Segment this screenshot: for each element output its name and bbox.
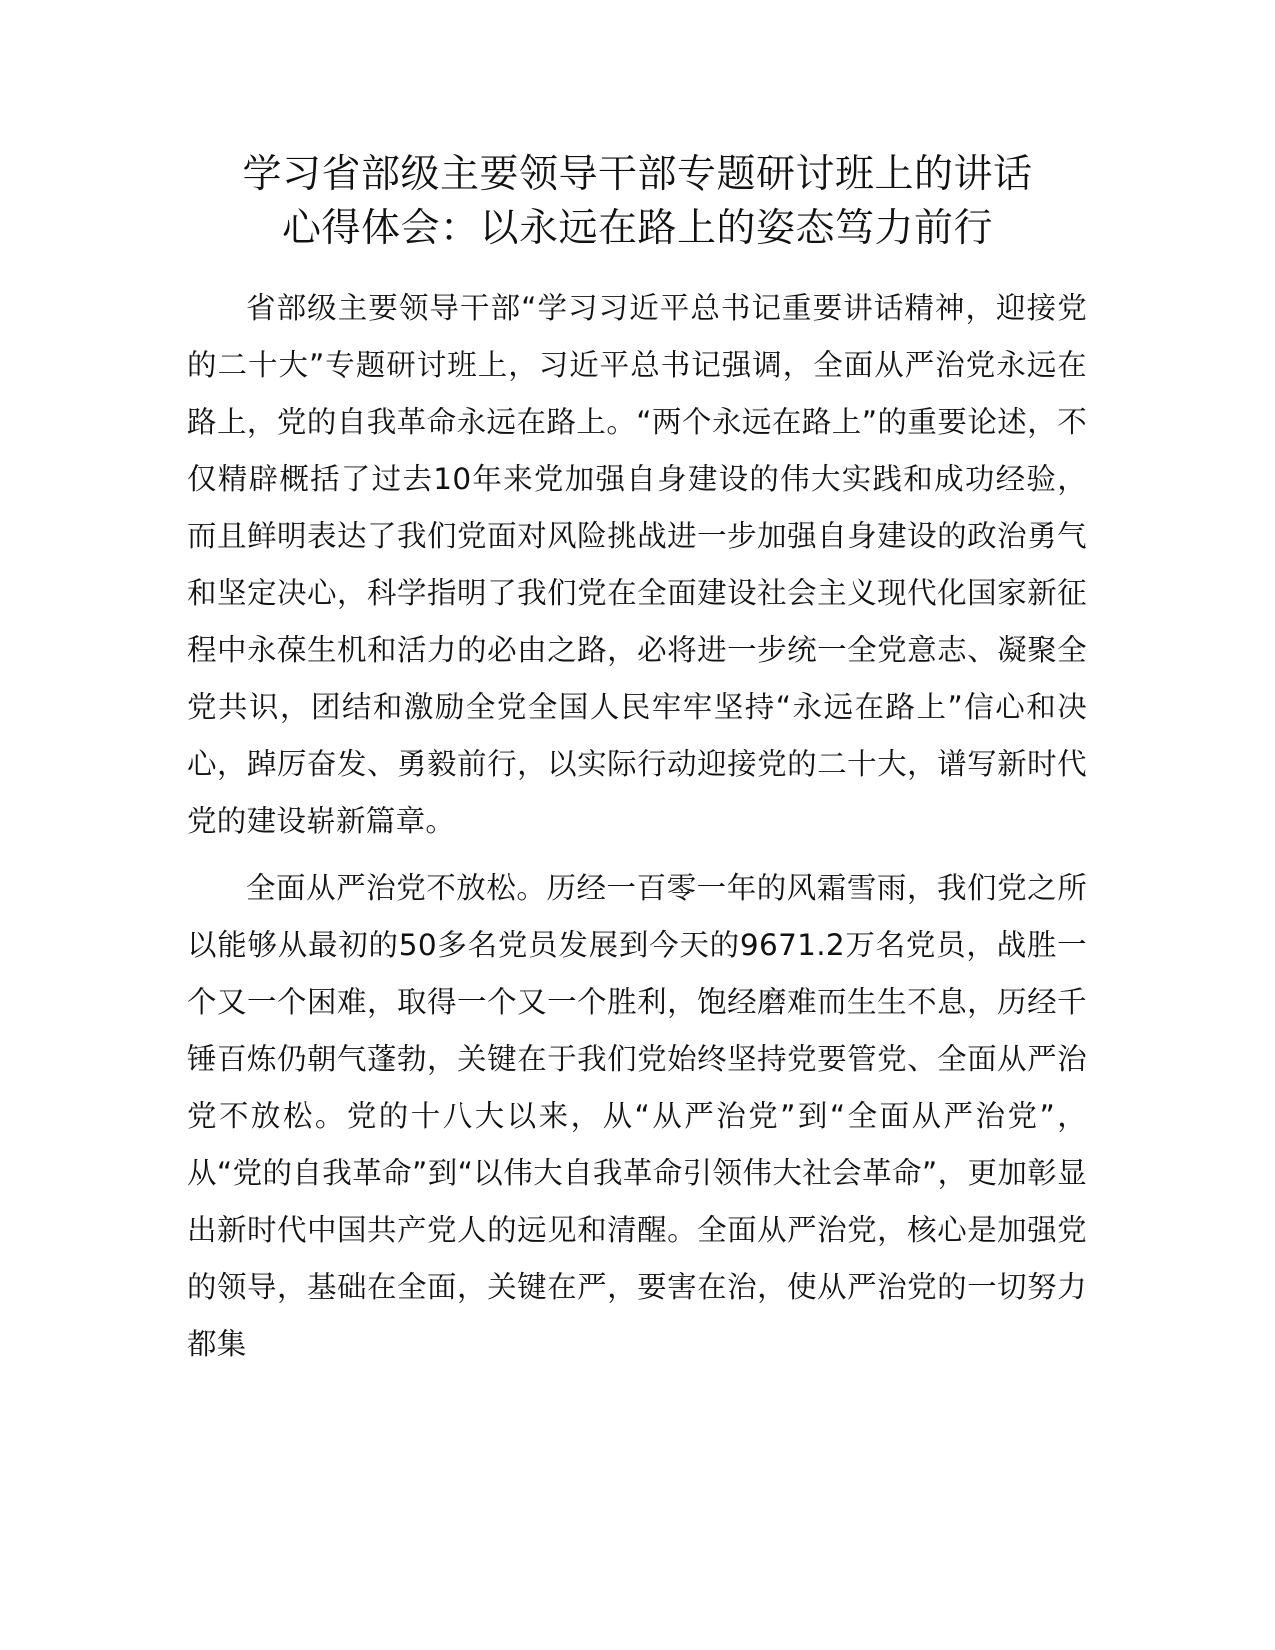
paragraph-2: 全面从严治党不放松。历经一百零一年的风霜雪雨，我们党之所以能够从最初的50多名党员发展到今天的9671.2万名党员，战胜一个又一个困难，取得一个又一个胜利，饱经磨难而生生不息，历经千锤百炼仍朝气蓬勃，关键在于我们党始终坚持党要管党、全面从严治党不放松。党的十八大以来，从“从严治党”到“全面从严治党”，从“党的自我革命”到“以伟大自我革命引领伟大社会革命”，更加彰显出新时代中国共产党人的远见和清醒。全面从严治党，核心是加强党的领导，基础在全面，关键在严，要害在治，使从严治党的一切努力都集 [187,871,1087,1361]
document-body [187,280,1087,1373]
title-line-1: 学习省部级主要领导干部专题研讨班上的讲话 [242,152,1033,197]
paragraph-1: 省部级主要领导干部“学习习近平总书记重要讲话精神，迎接党的二十大”专题研讨班上，习近平总书记强调，全面从严治党永远在路上，党的自我革命永远在路上。“两个永远在路上”的重要论述，不仅精辟概括了过去10年来党加强自身建设的伟大实践和成功经验，而且鲜明表达了我们党面对风险挑战进一步加强自身建设的政治勇气和坚定决心，科学指明了我们党在全面建设社会主义现代化国家新征程中永葆生机和活力的必由之路，必将进一步统一全党意志、凝聚全党共识，团结和激励全党全国人民牢牢坚持“永远在路上”信心和决心，踔厉奋发、勇毅前行，以实际行动迎接党的二十大，谱写新时代党的建设崭新篇章。 [187,291,1087,838]
title-line-2: 心得体会：以永远在路上的姿态笃力前行 [281,206,993,251]
document-title [160,148,1115,256]
